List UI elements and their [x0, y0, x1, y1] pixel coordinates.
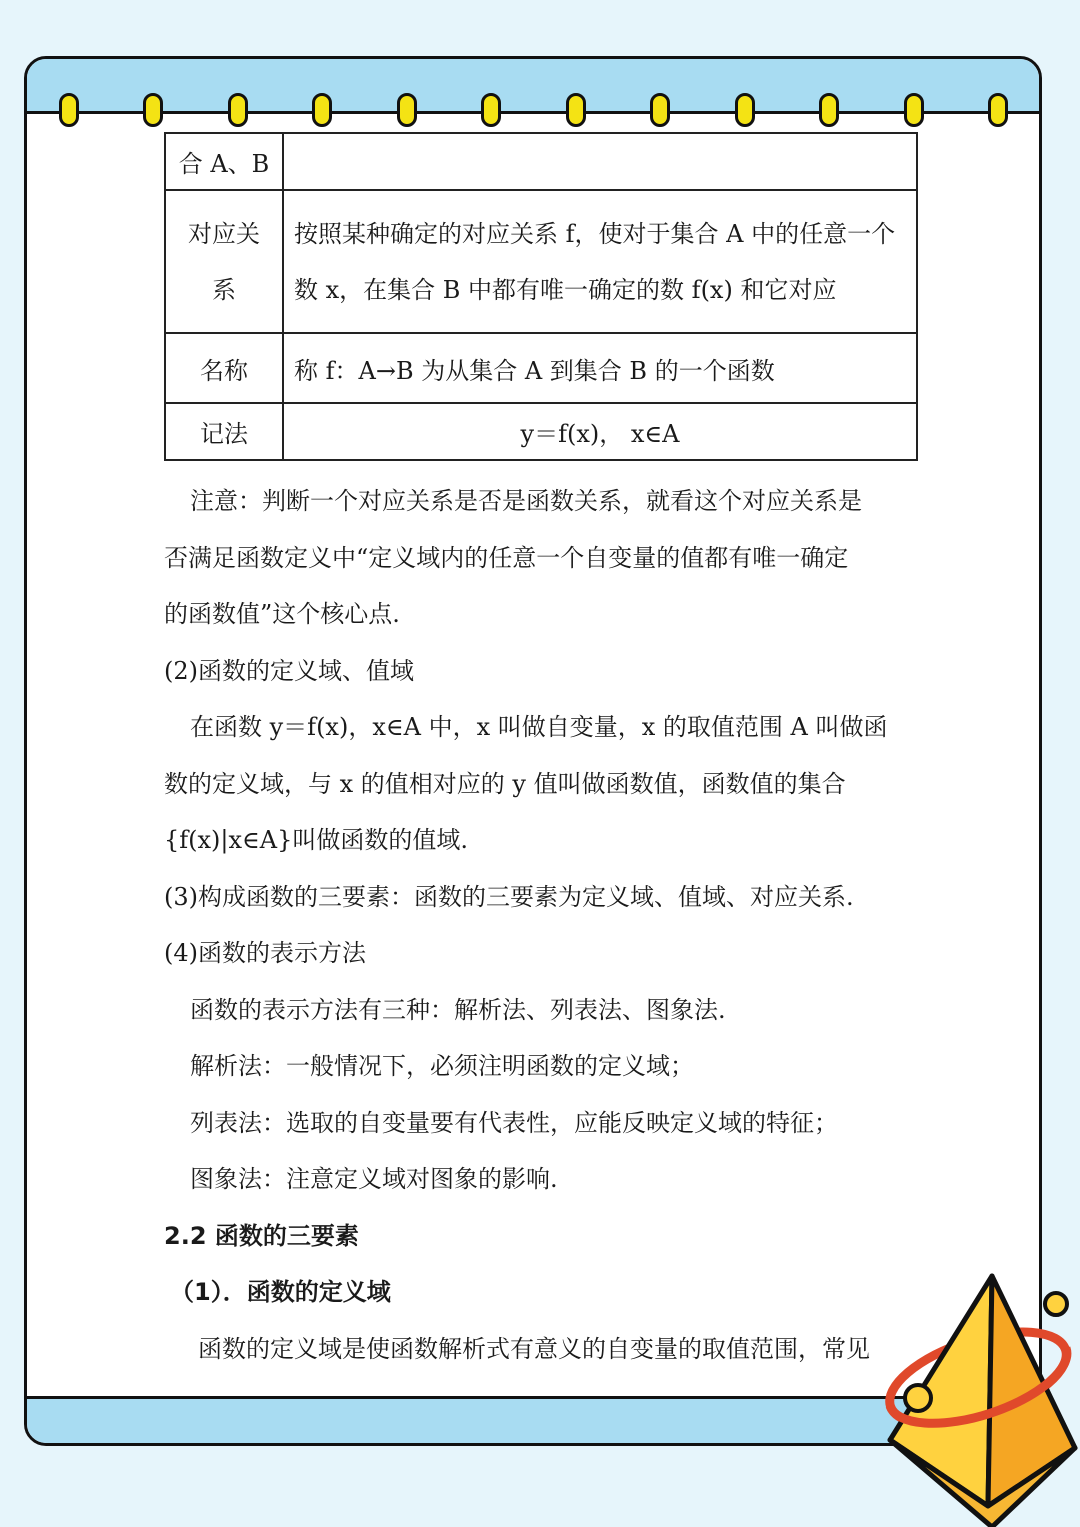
- paragraph-line: (3)构成函数的三要素：函数的三要素为定义域、值域、对应关系.: [164, 882, 854, 911]
- binder-ring: [904, 93, 924, 127]
- paragraph-line: 图象法：注意定义域对图象的影响.: [190, 1165, 558, 1193]
- paragraph-line: 解析法：一般情况下，必须注明函数的定义域；: [190, 1052, 694, 1080]
- subheading: (4)函数的表示方法: [164, 939, 366, 967]
- table-row: [165, 333, 917, 403]
- subheading: (2)函数的定义域、值域: [164, 656, 414, 685]
- page-content: [164, 132, 918, 1377]
- section-heading: 2.2 函数的三要素: [164, 1221, 359, 1250]
- binder-ring: [988, 93, 1008, 127]
- paragraph-line: 函数的定义域是使函数解析式有意义的自变量的取值范围，常见: [198, 1334, 870, 1363]
- text-body: [164, 473, 918, 1377]
- table-head-line: 对应关: [188, 219, 260, 248]
- binder-ring: [59, 93, 79, 127]
- table-head-cell: 合 A、B: [165, 133, 283, 190]
- paragraph-line: 否满足函数定义中“定义域内的任意一个自变量的值都有唯一确定: [164, 543, 849, 572]
- binder-ring: [397, 93, 417, 127]
- binder-ring: [143, 93, 163, 127]
- binder-ring: [819, 93, 839, 127]
- table-body-cell: 称 f：A→B 为从集合 A 到集合 B 的一个函数: [283, 333, 917, 403]
- paragraph-line: {f(x)|x∈A}叫做函数的值域.: [164, 826, 469, 854]
- table-body-cell: [283, 190, 917, 333]
- table-row: [165, 403, 917, 460]
- table-head-cell: 名称: [165, 333, 283, 403]
- binder-ring: [735, 93, 755, 127]
- table-row: [165, 133, 917, 190]
- table-body-cell: [283, 133, 917, 190]
- binder-ring: [312, 93, 332, 127]
- paragraph-line: 注意：判断一个对应关系是否是函数关系，就看这个对应关系是: [190, 487, 862, 515]
- binder-ring: [481, 93, 501, 127]
- paragraph-line: 数的定义域，与 x 的值相对应的 y 值叫做函数值，函数值的集合: [164, 769, 846, 798]
- binder-ring: [228, 93, 248, 127]
- paragraph-line: 在函数 y＝f(x)，x∈A 中，x 叫做自变量，x 的取值范围 A 叫做函: [190, 713, 888, 741]
- paragraph-line: 的函数值”这个核心点.: [164, 600, 400, 628]
- table-body-line: 数 x，在集合 B 中都有唯一确定的数 f(x) 和它对应: [294, 275, 837, 304]
- paragraph-line: 函数的表示方法有三种：解析法、列表法、图象法.: [190, 995, 726, 1024]
- function-definition-table: [164, 132, 918, 461]
- table-head-cell: [165, 190, 283, 333]
- binder-ring: [650, 93, 670, 127]
- binder-ring: [566, 93, 586, 127]
- subsection-heading: （1）．函数的定义域: [170, 1278, 391, 1306]
- table-body-line: 按照某种确定的对应关系 f，使对于集合 A 中的任意一个: [294, 219, 896, 248]
- table-head-cell: 记法: [165, 403, 283, 460]
- notebook-top-band: [27, 59, 1039, 114]
- paragraph-line: 列表法：选取的自变量要有代表性，应能反映定义域的特征；: [190, 1108, 838, 1137]
- table-head-line: 系: [212, 275, 236, 304]
- table-body-cell: y＝f(x)， x∈A: [283, 403, 917, 460]
- table-row: [165, 190, 917, 333]
- pyramid-decoration-icon: [880, 1270, 1080, 1527]
